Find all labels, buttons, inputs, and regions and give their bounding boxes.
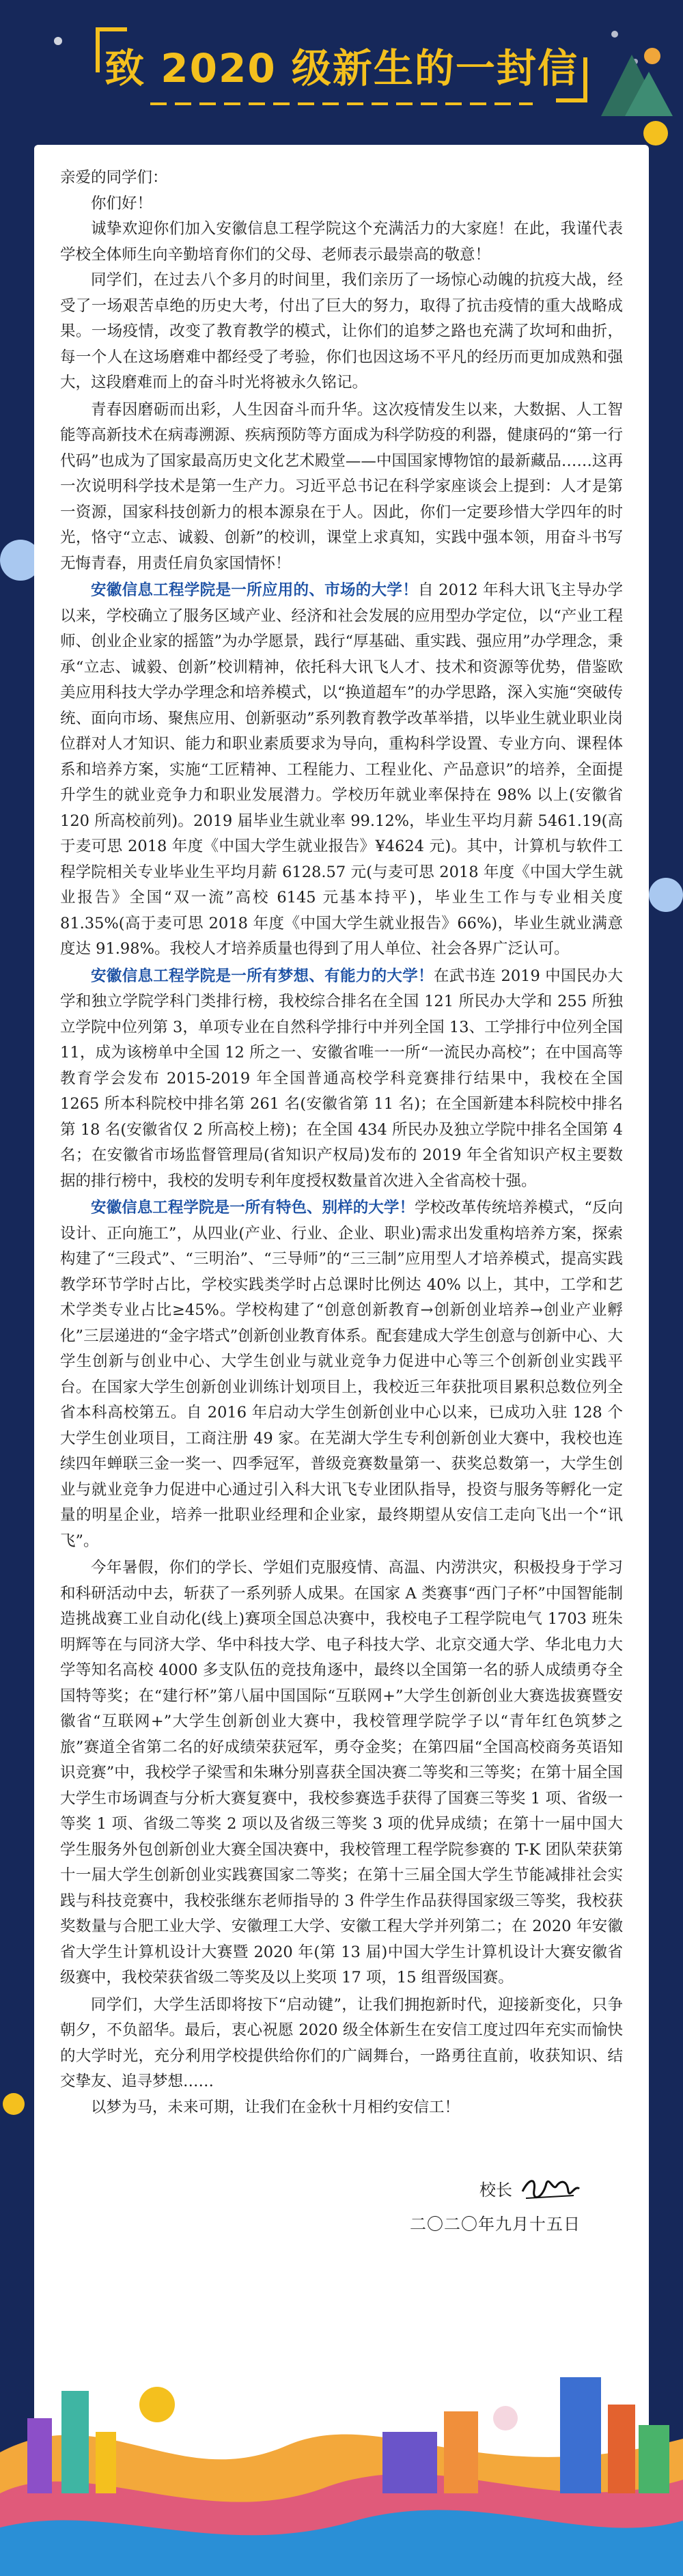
signature-line (335, 2171, 581, 2205)
paragraph-applied-text: 自 2012 年科大讯飞主导办学以来，学校确立了服务区域产业、经济和社会发展的应用型办学定位，以“产业工程师、创业企业家的摇篮”为办学愿景，践行“厚基础、重实践、强应用”办学理念，秉承“立志、诚毅、创新”校训精神，依托科大讯飞人才、技术和资源等优势，借鉴欧美应用科技大学办学理念和培养模式，以“换道超车”的办学思路，深入实施“突破传统、面向市场、聚焦应用、创新驱动”系列教育教学改革举措，以毕业生就业职业岗位群对人才知识、能力和职业素质要求为导向，重构科学设置、专业方向、课程体系和培养方案，实施“工匠精神、工程能力、工程业化、产品意识”的培养，全面提升学生的就业竞争力和职业发展潜力。学校历年就业率保持在 98% 以上(安徽省 120 所高校前列)。2019 届毕业生就业率 99.12%，毕业生平均月薪 5461.19(高于麦可思 2018 年度《中国大学生就业报告》¥4624 元)。其中，计算机与软件工程学院相关专业毕业生平均月薪 6128.57 元(与麦可思 2018 年度《中国大学生就业报告》全国“双一流”高校 6145 元基本持平)，毕业生工作与专业相关度 81.35%(高于麦可思 2018 年度《中国大学生就业报告》66%)，毕业生就业满意度达 91.98%。我校人才培养质量也得到了用人单位、社会各界广泛认可。 (60, 581, 623, 958)
header (0, 0, 683, 137)
paragraph-features-text: 学校改革传统培养模式，“反向设计、正向施工”，从四业(产业、行业、企业、职业)需求出发重构培养方案，探索构建了“三段式”、“三明治”、“三导师”的“三三制”应用型人才培养模式，提高实践教学环节学时占比，学校实践类学时占总课时比例达 40% 以上，其中，工学和艺术学类专业占比≥45%。学校构建了“创意创新教育→创新创业培养→创业产业孵化”三层递进的“金字塔式”创新创业教育体系。配套建成大学生创意与创新中心、大学生创新与创业中心、大学生创业与就业竞争力促进中心等三个创新创业实践平台。在国家大学生创新创业训练计划项目上，我校近三年获批项目累积总数位列全省本科高校第五。自 2016 年启动大学生创新创业中心以来，已成功入驻 128 个大学生创业项目，工商注册 49 家。在芜湖大学生专利创新创业大赛中，我校也连续四年蝉联三金一奖一、四季冠军，普级竞赛数量第一、获奖总数第一，大学生创业与就业竞争力促进中心通过引入科大讯飞专业团队指导，投资与服务等孵化一定量的明星企业，培养一批职业经理和企业家，最终期望从安信工走向飞出一个“讯飞”。 (60, 1199, 623, 1550)
paragraph-closing: 以梦为马，未来可期，让我们在金秋十月相约安信工！ (91, 2098, 460, 2116)
paragraph-youth: 青春因磨砺而出彩，人生因奋斗而升华。这次疫情发生以来，大数据、人工智能等高新技术在病毒溯源、疾病预防等方面成为科学防疫的利器，健康码的“第一行代码”也成为了国家最高历史文化艺术殿堂——中国国家博物馆的最新藏品……这再一次说明科学技术是第一生产力。习近平总书记在科学家座谈会上提到：人才是第一资源，国家科技创新力的根本源泉在于人。因此，你们一定要珍惜大学四年的时光，恪守“立志、诚毅、创新”的校训，课堂上求真知，实践中强本领，用奋斗书写无悔青春，用责任肩负家国情怀！ (60, 400, 623, 572)
handwritten-signature-icon (519, 2171, 581, 2205)
greeting: 你们好！ (91, 194, 153, 212)
footer-illustration (0, 2316, 683, 2576)
highlight-dream: 安徽信息工程学院是一所有梦想、有能力的大学！ (91, 967, 434, 985)
paragraph-wishes: 同学们，大学生活即将按下“启动键”，让我们拥抱新时代，迎接新变化，只争朝夕，不负韶华。最后，衷心祝愿 2020 级全体新生在安信工度过四年充实而愉快的大学时光，充分利用学校提供给你们的广阔舞台，一路勇往直前，收获知识、结交挚友、追寻梦想…… (60, 1995, 623, 2090)
signature-role: 校长 (479, 2180, 512, 2200)
salutation: 亲爱的同学们： (60, 169, 168, 186)
paragraph-welcome: 诚挚欢迎你们加入安徽信息工程学院这个充满活力的大家庭！在此，我谨代表学校全体师生向辛勤培育你们的父母、老师表示最崇高的敬意！ (60, 220, 623, 264)
letter-content (34, 145, 649, 2120)
title-underline (150, 102, 533, 105)
page-title: 致 2020 级新生的一封信 (104, 45, 579, 92)
paragraph-applied (60, 578, 623, 962)
paragraph-features (60, 1195, 623, 1554)
paragraph-dream (60, 964, 623, 1195)
highlight-features: 安徽信息工程学院是一所有特色、别样的大学！ (91, 1199, 415, 1217)
mountain-decoration-icon (587, 41, 676, 116)
title-frame (96, 27, 587, 102)
paragraph-dream-text: 在武书连 2019 中国民办大学和独立学院学科门类排行榜，我校综合排名在全国 121 所民办大学和 255 所独立学院中位列第 3，单项专业在自然科学排行中并列全国 13、工学排行中位列全国 11，成为该榜单中全国 12 所之一、安徽省唯一一所“一流民办高校”；在中国高等教育学会发布 2015-2019 年全国普通高校学科竞赛排行结果中，我校在全国 1265 所本科院校中排名第 261 名(安徽省第 11 名)；在全国新建本科院校中排名第 18 名(安徽省仅 2 所高校上榜)；在全国 434 所民办及独立学院中排名全国第 4 名；在安徽省市场监督管理局(省知识产权局)发布的 2019 年全省知识产权主要数据的排行榜中，我校的发明专利年度授权数量首次进入全省高校十强。 (60, 967, 623, 1190)
title-bracket-right (556, 57, 587, 102)
title-bracket-left (96, 27, 127, 72)
paragraph-pandemic: 同学们，在过去八个多月的时间里，我们亲历了一场惊心动魄的抗疫大战，经受了一场艰苦卓绝的历史大考，付出了巨大的努力，取得了抗击疫情的重大战略成果。一场疫情，改变了教育教学的模式，让你们的追梦之路也充满了坎坷和曲折，每一个人在这场磨难中都经受了考验，你们也因这场不平凡的经历而更加成熟和强大，这段磨难而上的奋斗时光将被永久铭记。 (60, 271, 623, 391)
letter-paper (34, 145, 649, 2467)
letter-date: 二〇二〇年九月十五日 (410, 2215, 581, 2234)
highlight-applied: 安徽信息工程学院是一所应用的、市场的大学！ (91, 581, 419, 599)
signature-block (335, 2171, 581, 2234)
paragraph-achievements: 今年暑假，你们的学长、学姐们克服疫情、高温、内涝洪灾，积极投身于学习和科研活动中去，斩获了一系列骄人成果。在国家 A 类赛事“西门子杯”中国智能制造挑战赛工业自动化(线上)赛项全国总决赛中，我校电子工程学院电气 1703 班朱明辉等在与同济大学、华中科技大学、电子科技大学、北京交通大学、华北电力大学等知名高校 4000 多支队伍的竞技角逐中，最终以全国第一名的骄人成绩勇夺全国特等奖；在“建行杯”第八届中国国际“互联网+”大学生创新创业大赛选拔赛暨安徽省“互联网+”大学生创新创业大赛中，我校管理学院学子以“青年红色筑梦之旅”赛道全省第二名的好成绩荣获冠军，勇夺金奖；在第四届“全国高校商务英语知识竞赛”中，我校学子梁雪和朱琳分别喜获全国决赛二等奖和三等奖；在第十届全国大学生市场调查与分析大赛复赛中，我校参赛选手获得了国赛三等奖 1 项、省级一等奖 1 项、省级二等奖 2 项以及省级三等奖 3 项的优异成绩；在第十一届中国大学生服务外包创新创业大赛全国决赛中，我校管理工程学院参赛的 T-K 团队荣获第十一届大学生创新创业实践赛国家二等奖；在第十三届全国大学生节能减排社会实践与科技竞赛中，我校张继东老师指导的 3 件学生作品获得国家级三等奖，我校获奖数量与合肥工业大学、安徽理工大学、安徽工程大学并列第二；在 2020 年安徽省大学生计算机设计大赛暨 2020 年(第 13 届)中国大学生计算机设计大赛安徽省级赛中，我校荣获省级二等奖及以上奖项 17 项，15 组晋级国赛。 (60, 1559, 623, 1986)
